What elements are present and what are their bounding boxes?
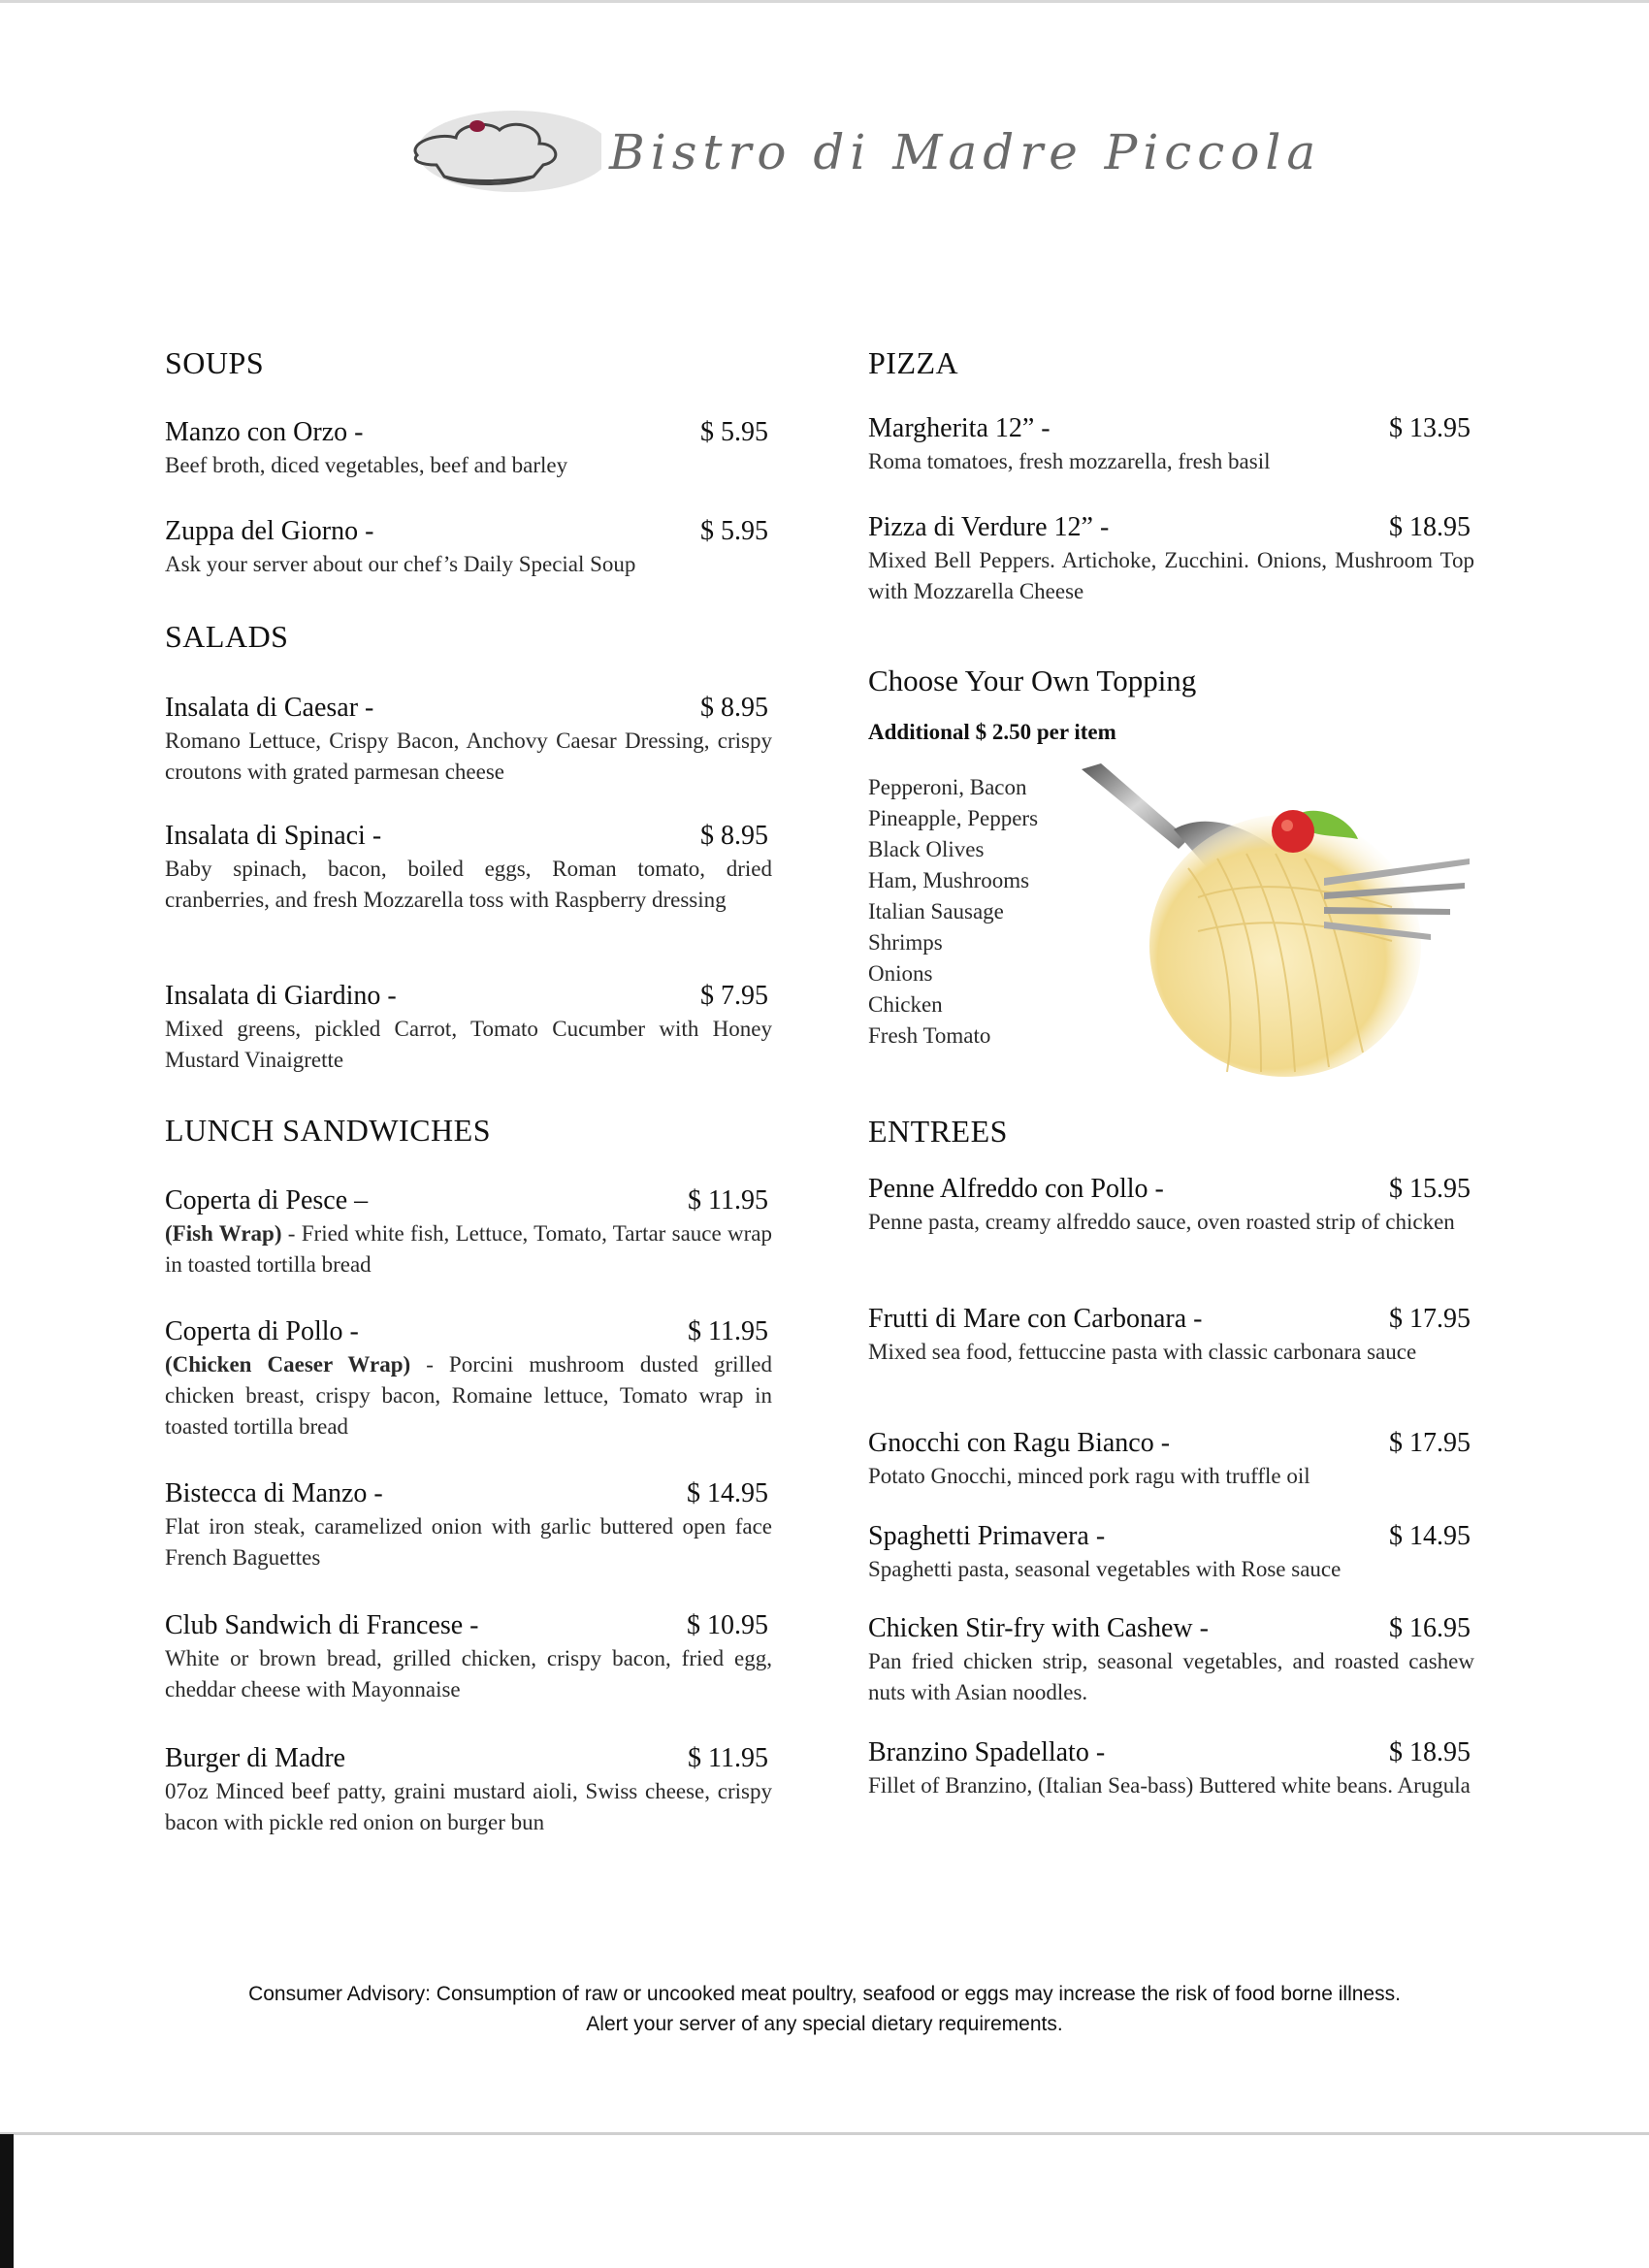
section-title-soups: SOUPS <box>165 345 265 380</box>
item-price: $ 7.95 <box>700 981 768 1011</box>
item-name: Club Sandwich di Francese - <box>165 1610 479 1640</box>
topping-list <box>868 772 1038 1052</box>
item-name: Coperta di Pesce – <box>165 1185 369 1215</box>
item-description: Fillet of Branzino, (Italian Sea-bass) Buttered white beans. Arugula <box>868 1773 1471 1798</box>
menu-item <box>165 1610 772 1705</box>
item-subtitle: (Fish Wrap) <box>165 1221 282 1246</box>
topping-item: Pepperoni, Bacon <box>868 775 1027 799</box>
item-price: $ 17.95 <box>1389 1304 1471 1334</box>
menu-item <box>868 1521 1474 1585</box>
menu-item <box>165 417 772 481</box>
item-price: $ 14.95 <box>1389 1521 1471 1551</box>
item-price: $ 18.95 <box>1389 512 1471 542</box>
consumer-advisory <box>116 1979 1533 2039</box>
item-name: Manzo con Orzo - <box>165 417 364 447</box>
menu-item <box>868 413 1474 477</box>
menu-item <box>165 1478 772 1573</box>
menu-item <box>868 1174 1474 1238</box>
item-description-text: - Fried white fish, Lettuce, Tomato, Tartar sauce wrap in toasted tortilla bread <box>165 1221 772 1277</box>
item-description: Romano Lettuce, Crispy Bacon, Anchovy Caesar Dressing, crispy croutons with grated parmesan cheese <box>165 729 772 784</box>
menu-item <box>165 693 772 788</box>
item-name: Burger di Madre <box>165 1743 346 1773</box>
topping-item: Chicken <box>868 992 943 1017</box>
item-description: Beef broth, diced vegetables, beef and barley <box>165 453 568 477</box>
item-price: $ 18.95 <box>1389 1737 1471 1767</box>
topping-item: Onions <box>868 961 933 986</box>
menu-item <box>868 1428 1474 1492</box>
item-price: $ 15.95 <box>1389 1174 1471 1204</box>
item-description: Mixed sea food, fettuccine pasta with classic carbonara sauce <box>868 1340 1417 1364</box>
scan-edge-bar <box>0 2134 14 2268</box>
item-name: Bistecca di Manzo - <box>165 1478 383 1508</box>
section-title-pizza: PIZZA <box>868 345 959 380</box>
menu-item <box>165 1316 772 1442</box>
item-description-text: - Porcini mushroom dusted grilled chicken breast, crispy bacon, Romaine lettuce, Tomato wrap in toasted tortilla bread <box>165 1352 772 1439</box>
topping-item: Fresh Tomato <box>868 1023 991 1048</box>
menu-item <box>165 981 772 1076</box>
item-description <box>165 1349 772 1442</box>
menu-item <box>165 516 772 580</box>
item-name: Gnocchi con Ragu Bianco - <box>868 1428 1171 1458</box>
item-description: White or brown bread, grilled chicken, crispy bacon, fried egg, cheddar cheese with Mayonnaise <box>165 1646 772 1701</box>
item-name: Chicken Stir-fry with Cashew - <box>868 1613 1209 1643</box>
menu-item <box>165 1185 772 1280</box>
item-description: Flat iron steak, caramelized onion with garlic buttered open face French Baguettes <box>165 1514 772 1570</box>
pasta-fork-image <box>1082 761 1513 1082</box>
restaurant-logo <box>398 105 1322 202</box>
item-price: $ 17.95 <box>1389 1428 1471 1458</box>
menu-item <box>868 1737 1474 1801</box>
item-price: $ 5.95 <box>700 516 768 546</box>
item-description: Baby spinach, bacon, boiled eggs, Roman tomato, dried cranberries, and fresh Mozzarella toss with Raspberry dressing <box>165 857 772 912</box>
section-title-salads: SALADS <box>165 619 289 654</box>
item-price: $ 8.95 <box>700 693 768 723</box>
topping-item: Shrimps <box>868 930 943 955</box>
item-description: Penne pasta, creamy alfreddo sauce, oven roasted strip of chicken <box>868 1210 1455 1234</box>
section-title-lunch-sandwiches: LUNCH SANDWICHES <box>165 1113 491 1148</box>
menu-item <box>165 821 772 916</box>
item-name: Pizza di Verdure 12” - <box>868 512 1110 542</box>
page-bottom-edge <box>0 2132 1649 2135</box>
restaurant-name: Bistro di Madre Piccola <box>609 124 1322 180</box>
menu-item <box>868 512 1474 607</box>
page-top-edge <box>0 0 1649 3</box>
item-name: Margherita 12” - <box>868 413 1051 443</box>
item-price: $ 11.95 <box>688 1316 768 1346</box>
item-name: Penne Alfreddo con Pollo - <box>868 1174 1164 1204</box>
item-name: Frutti di Mare con Carbonara - <box>868 1304 1203 1334</box>
item-subtitle: (Chicken Caeser Wrap) <box>165 1352 411 1377</box>
item-price: $ 16.95 <box>1389 1613 1471 1643</box>
item-price: $ 8.95 <box>700 821 768 851</box>
item-name: Insalata di Spinaci - <box>165 821 382 851</box>
item-description: Spaghetti pasta, seasonal vegetables with Rose sauce <box>868 1557 1342 1581</box>
menu-item <box>165 1743 772 1838</box>
item-name: Insalata di Giardino - <box>165 981 397 1011</box>
item-price: $ 14.95 <box>687 1478 768 1508</box>
item-description <box>165 1218 772 1280</box>
item-description: Ask your server about our chef’s Daily Special Soup <box>165 552 636 576</box>
advisory-line-1: Consumer Advisory: Consumption of raw or uncooked meat poultry, seafood or eggs may increase the risk of food borne illness. <box>248 1983 1401 2005</box>
item-price: $ 10.95 <box>687 1610 768 1640</box>
item-description: Pan fried chicken strip, seasonal vegetables, and roasted cashew nuts with Asian noodles. <box>868 1649 1474 1704</box>
topping-subtitle: Additional $ 2.50 per item <box>868 720 1116 744</box>
item-name: Coperta di Pollo - <box>165 1316 359 1346</box>
topping-item: Pineapple, Peppers <box>868 806 1039 830</box>
item-name: Zuppa del Giorno - <box>165 516 374 546</box>
topping-item: Ham, Mushrooms <box>868 868 1030 892</box>
item-description: Mixed Bell Peppers. Artichoke, Zucchini. Onions, Mushroom Top with Mozzarella Cheese <box>868 548 1474 603</box>
item-description: Mixed greens, pickled Carrot, Tomato Cucumber with Honey Mustard Vinaigrette <box>165 1017 772 1072</box>
item-description: Roma tomatoes, fresh mozzarella, fresh basil <box>868 449 1271 473</box>
item-price: $ 11.95 <box>688 1743 768 1773</box>
item-name: Insalata di Caesar - <box>165 693 374 723</box>
menu-item <box>868 1304 1474 1368</box>
topping-title: Choose Your Own Topping <box>868 664 1197 697</box>
topping-item: Black Olives <box>868 837 985 861</box>
chef-hat-icon <box>398 105 601 202</box>
item-name: Spaghetti Primavera - <box>868 1521 1106 1551</box>
topping-item: Italian Sausage <box>868 899 1004 923</box>
advisory-line-2: Alert your server of any special dietary requirements. <box>586 2013 1063 2035</box>
item-price: $ 11.95 <box>688 1185 768 1215</box>
item-price: $ 13.95 <box>1389 413 1471 443</box>
menu-item <box>868 1613 1474 1708</box>
item-price: $ 5.95 <box>700 417 768 447</box>
item-name: Branzino Spadellato - <box>868 1737 1106 1767</box>
section-title-entrees: ENTREES <box>868 1114 1008 1149</box>
item-description: Potato Gnocchi, minced pork ragu with truffle oil <box>868 1464 1310 1488</box>
pasta-fork-icon <box>1082 761 1513 1082</box>
item-description: 07oz Minced beef patty, graini mustard aioli, Swiss cheese, crispy bacon with pickle red onion on burger bun <box>165 1779 772 1834</box>
